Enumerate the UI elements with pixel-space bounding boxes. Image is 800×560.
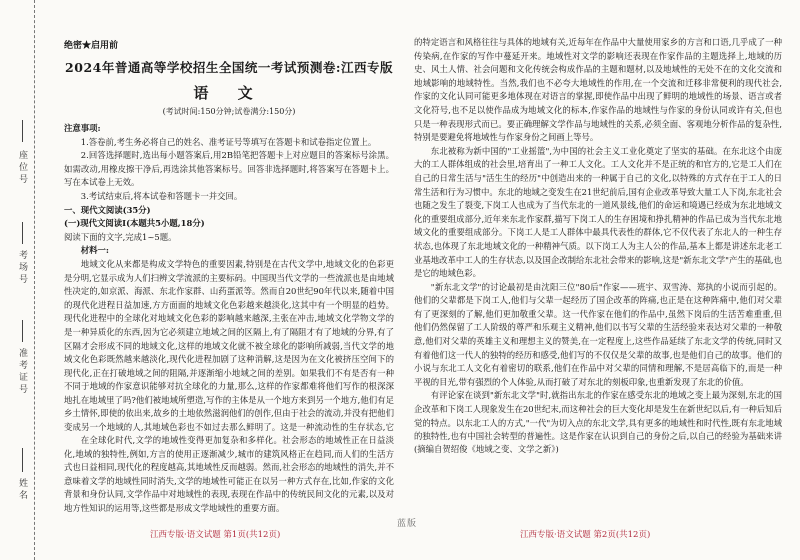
- binding-cut-line: [34, 0, 35, 560]
- confidential-mark: 绝密★启用前: [64, 41, 119, 51]
- watermark-stamp: 蓝版: [397, 519, 418, 529]
- subject-title: 语 文: [193, 84, 265, 102]
- exam-title: 2024年普通高等学校招生全国统一考试预测卷:江西专版: [65, 60, 393, 75]
- exam-timing: (考试时间:150分钟;试卷满分:150分): [162, 107, 296, 116]
- section-heading: 一、现代文阅读(35分): [64, 204, 151, 215]
- footer-page-2: 江西专版·语文试题 第2页(共12页): [520, 530, 651, 540]
- footer-page-1: 江西专版·语文试题 第1页(共12页): [150, 530, 281, 540]
- material-label: 材料一:: [80, 245, 110, 256]
- body-paragraph: 有评论家在谈到"新东北文学"时,就指出东北的作家在感受东北的地域之变上最为深刻,东北的国企改革和下岗工人现象发生在20世纪末,而这种社会的巨大变化却是发生在新世纪以后,有一种后知后觉的特点。以东北工人的方式,"一代"为切入点的东北文学,具有更多的地域性和时代性,既有东北地域的独特性,也有中国社会转型的普遍性。这是作家在认识到自己的身份之后,以自己的经验为基础来讲: [414, 390, 782, 442]
- citation: (摘编自贺绍俊《地域之变、文学之新》): [414, 444, 559, 455]
- binding-field-ticket[interactable]: [22, 320, 23, 342]
- body-paragraph: 的特定语言和风格往往与具体的地域有关,近每年在作品中大量使用家乡的方言和口语,几乎成了一种传染病,在作家的写作中蔓延开来。地域性对文学的影响还表现在作家作品的主题选择上,地域的历史、风土人情、社会问题和文化传统会构成作品的主题和题材,以及地域性的无处不在的文化交流和地域影响的地域特性。当然,我们也不必夸大地域性的作用,在一个交流和迁移非常便利的现代社会,作家的文化认同可能更多地体现在对语言的掌握,即使作品中出现了鲜明的地域性的场景、语言或者文化符号,也不足以使作品成为地域文化的标本,作家作品的地域性与作家的身份认同或许有关,但也只是一种表现形式而已。要正确理解文学作品与地域性的关系,必须全面、客观地分析作品的复杂性,特别是要避免将地域性与作家身份之间画上等号。: [414, 37, 782, 143]
- reading-instruction: 阅读下面的文字,完成1~5题。: [64, 231, 177, 242]
- body-paragraph: "新东北文学"的讨论最初是由沈阳三位"80后"作家——班宇、双雪涛、郑执的小说而引起的。他们的父辈都是下岗工人,他们与父辈一起经历了国企改革的阵痛,也正是在这种阵痛中,他们对父辈有了更深刻的了解,他们更加敬重父辈。这一代作家在他们的作品中,虽然下岗后的生活苦难重重,但他们仍然保留了工人阶级的尊严和乐观主义精神,他们以书写父辈的生活经验来表达对父辈的一种敬意,他们对父辈的英雄主义和理想主义的赞美,在一定程度上,这些作品延续了东北文学的传统,同时又有着他们这一代人的独特的经历和感受,他们写的不仅仅是父辈的故事,也是他们自己的故事。他们的小说与东北工人文化有着密切的联系,他们在作品中对父辈的同情和理解,不是居高临下的,而是一种平视的目光,带有强烈的个人体验,从而打破了对东北的刻板印象,也重新发现了东北的价值。: [414, 281, 782, 387]
- binding-strip: [0, 0, 48, 560]
- notes-heading: 注意事项:: [64, 123, 101, 133]
- body-paragraph: 在全球化时代,文学的地域性变得更加复杂和多样化。社会形态的地域性正在日益淡化,地域的独特性,例如,方言的使用正逐渐减少,城市的建筑风格正在趋同,而人们的生活方式也日益相同,现代化的程度越高,其地域性反而越弱。然而,社会形态的地域性的消失,并不意味着文学的地域性同时消失,文学的地域性可能正在以另一种方式存在,比如,作家的文化背景和身份认同,文学作品中对地域性的表现,表现在作品中的传统民间文化的元素,以及对地方性知识的运用等,这些都是形成文学地域性的重要方面。: [64, 434, 394, 513]
- right-column: [414, 36, 782, 457]
- note-item: 3.考试结束后,将本试卷和答题卡一并交回。: [80, 190, 243, 201]
- note-item: 2.回答选择题时,选出每小题答案后,用2B铅笔把答题卡上对应题目的答案标号涂黑。如需改动,用橡皮擦干净后,再选涂其他答案标号。回答非选择题时,将答案写在答题卡上。写在本试卷上无效。: [64, 150, 394, 188]
- left-column: [64, 122, 394, 516]
- note-item: 1.答卷前,考生务必将自己的姓名、准考证号等填写在答题卡和试卷指定位置上。: [80, 136, 377, 147]
- body-paragraph: 地域文化从来都是构成文学特色的重要因素,特别是在古代文学中,地域文化的色彩更是分明,它显示成为人们扫辨文学流派的主要标码。中国现当代文学的一些流派也是由地域性决定的,如京派、海派、东北作家群、山药蛋派等。然而自20世纪90年代以来,随着中国的现代化进程日益加速,方方面面的地域文化色彩越来越淡化,这其中有一个明显的趋势。现代化进程中的全球化对地域文化色彩的影响越来越深,主张在冲击,地域文化学物文学的是一种异质化的东西,因为它必须建立地域之间的区隔上,有了隔阻才有了地域的分界,有了区隔才会形成不同的地域文化,这样的地域文化就不被全球化的影响所减弱,当代文学的地域文化色彩既然越来越淡化,现代化进程加剧了这种消解,这是因为在文化被挤压空间下的现代化,正在打破地域之间的阻隔,并逐渐缩小地域之间的差别。如果我们不有是否有一种不同于地域的作家意识能够对抗全球化的力量,那么,这样的作家都难将他们写作的根深深地扎在地域里了吗?他们被地域所塑造,写作的主体是从一个地方来到另一个地方,他们有足乡土情怀,即使的依出来,故乡的土地依然滋润他们的创作,但由于社会的流动,并没有把他们变成另一个地域的人,其地域色彩也不如过去那么鲜明了。这是一种流动性的生存状态,它: [64, 258, 394, 433]
- binding-field-name[interactable]: [22, 448, 23, 472]
- body-paragraph: 东北被称为新中国的"工业摇篮",为中国的社会主义工业化奠定了坚实的基础。在东北这个由庞大的工人群体组成的社会里,培育出了一种工人文化。工人文化并不是正统的和官方的,它是工人们在自己的日常生活与"活生生的经历"中创造出来的一种属于自己的文化,以特殊的方式存在于工人的日常生活和行为习惯中。东北的地域之变发生在21世纪前后,国有企业改革导致大量工人下岗,东北社会也随之发生了裂变,下岗工人也成为了当代东北的一道风景线,他们的命运和境遇已经成为东北地域文化的重要组成部分,近年来东北作家群,描写下岗工人的生存困境和挣扎精神的作品已成为当代东北地域文化的重要组成部分。下岗工人是工人群体中最具代表性的群体,它不仅代表了东北人的一种生存状态,也体现了东北地域文化的一种精神气质。以下岗工人为主人公的作品,基本上都是讲述东北老工业基地改革中工人的生存状态,以及国企改制给东北社会带来的影响,这是"新东北文学"产生的基础,也是它的地域色彩。: [414, 145, 782, 279]
- binding-label-name: 姓名: [17, 478, 27, 502]
- binding-label-seat: 座位号: [17, 150, 27, 186]
- binding-label-ticket: 准考证号: [17, 348, 27, 396]
- binding-field-room[interactable]: [22, 222, 23, 244]
- binding-field-seat[interactable]: [22, 120, 23, 142]
- subsection-heading: (一)现代文阅读Ⅰ(本题共5小题,18分): [64, 218, 205, 229]
- binding-label-room: 考场号: [17, 250, 27, 286]
